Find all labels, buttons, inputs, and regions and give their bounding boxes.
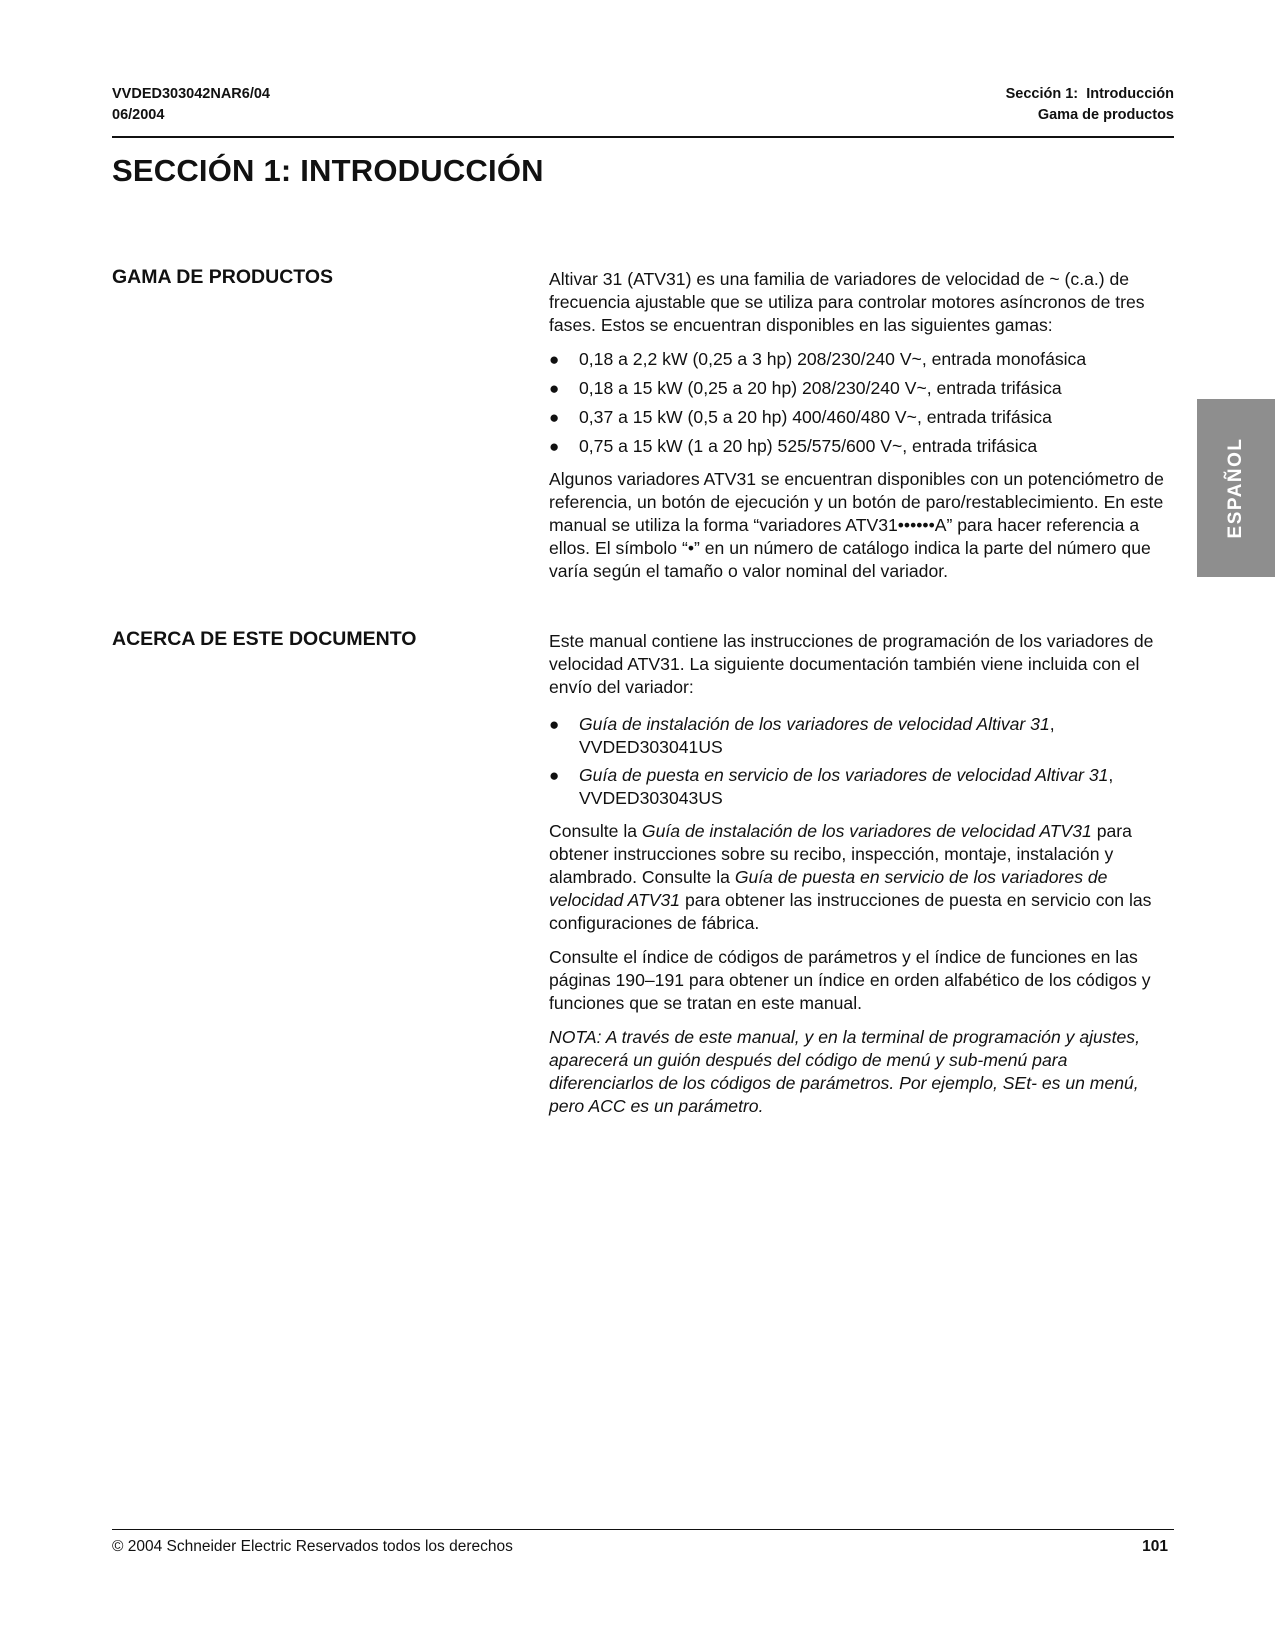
list-item: ● Guía de instalación de los variadores de velocidad Altivar 31, VVDED303041US [549, 714, 1055, 757]
documentation-list [549, 713, 1175, 810]
page-number: 101 [1142, 1538, 1168, 1555]
bullet-icon: ● [549, 715, 560, 734]
copyright: © 2004 Schneider Electric Reservados todos los derechos [112, 1538, 513, 1555]
page-footer [112, 1529, 1174, 1556]
language-tab-label: ESPAÑOL [1225, 437, 1246, 539]
language-tab [1197, 399, 1275, 577]
heading-about-document: ACERCA DE ESTE DOCUMENTO [112, 628, 417, 650]
product-range-list [549, 348, 1175, 458]
header-left [112, 84, 270, 126]
about-intro: Este manual contiene las instrucciones de programación de los variadores de velocidad ATV31. La siguiente documentación también viene incluida con el envío del variador: [549, 631, 1154, 697]
about-paragraph-3: Consulte la Guía de instalación de los variadores de velocidad ATV31 para obtener instrucciones sobre su recibo, inspección, montaje, instalación y alambrado. Consulte la Guía de puesta en servicio de los variadores de velocidad ATV31 para obtener las instrucciones de puesta en servicio con las configuraciones de fábrica. [549, 821, 1152, 933]
list-item: ● 0,37 a 15 kW (0,5 a 20 hp) 400/460/480 V~, entrada trifásica [549, 407, 1052, 427]
product-range-intro: Altivar 31 (ATV31) es una familia de variadores de velocidad de ~ (c.a.) de frecuencia ajustable que se utiliza para controlar motores asíncronos de tres fases. Estos se encuentran disponibles en las siguientes gamas: [549, 269, 1145, 335]
about-paragraph-4: Consulte el índice de códigos de parámetros y el índice de funciones en las páginas 190–191 para obtener un índice en orden alfabético de los códigos y funciones que se tratan en este manual. [549, 947, 1151, 1013]
doc-code: VVDED303043US [579, 788, 723, 808]
section-title: SECCIÓN 1: INTRODUCCIÓN [112, 153, 544, 188]
doc-date: 06/2004 [112, 107, 165, 123]
doc-code: VVDED303041US [579, 737, 723, 757]
product-range-paragraph: Algunos variadores ATV31 se encuentran disponibles con un potenciómetro de referencia, un botón de ejecución y un botón de paro/restablecimiento. En este manual se utiliza la forma “variadores ATV31••••••A” para hacer referencia a ellos. El símbolo “•” en un número de catálogo indica la parte del número que varía según el tamaño o valor nominal del variador. [549, 469, 1164, 581]
list-item: ● Guía de puesta en servicio de los variadores de velocidad Altivar 31, VVDED303043US [549, 765, 1114, 808]
product-range-body [549, 268, 1175, 594]
note: NOTA: A través de este manual, y en la terminal de programación y ajustes, aparecerá un guión después del código de menú y sub-menú para diferenciarlos de los códigos de parámetros. Por ejemplo, SEt- es un menú, pero ACC es un parámetro. [549, 1027, 1140, 1116]
doc-code: VVDED303042NAR6/04 [112, 86, 270, 102]
bullet-icon: ● [549, 408, 560, 427]
header-right [1006, 84, 1174, 126]
list-item: ● 0,75 a 15 kW (1 a 20 hp) 525/575/600 V~, entrada trifásica [549, 436, 1038, 456]
bullet-icon: ● [549, 350, 560, 369]
bullet-icon: ● [549, 437, 560, 456]
page-header [112, 84, 1174, 138]
bullet-icon: ● [549, 379, 560, 398]
list-item: ● 0,18 a 2,2 kW (0,25 a 3 hp) 208/230/240 V~, entrada monofásica [549, 349, 1087, 369]
header-subsection: Gama de productos [1037, 107, 1174, 123]
doc-title: Guía de puesta en servicio de los variadores de velocidad Altivar 31 [579, 765, 1109, 785]
bullet-icon: ● [549, 766, 560, 785]
about-body [549, 630, 1175, 1129]
doc-title: Guía de instalación de los variadores de velocidad Altivar 31 [579, 714, 1050, 734]
heading-product-range: GAMA DE PRODUCTOS [112, 266, 334, 288]
header-section: Sección 1: Introducción [1005, 86, 1174, 102]
list-item: ● 0,18 a 15 kW (0,25 a 20 hp) 208/230/240 V~, entrada trifásica [549, 378, 1062, 398]
